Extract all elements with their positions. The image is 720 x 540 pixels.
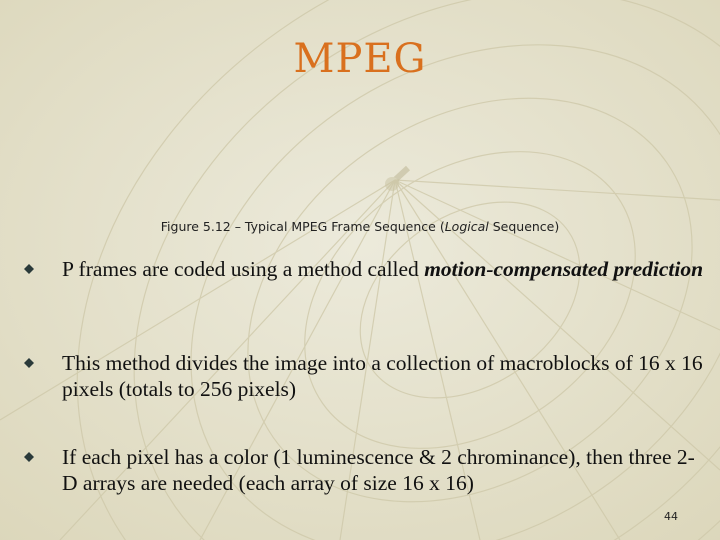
bullet-item: [24, 444, 704, 496]
bullet-text-plain: P frames are coded using a method called: [62, 257, 425, 281]
figure-caption: [0, 219, 720, 234]
bullet-text: This method divides the image into a collection of macroblocks of 16 x 16 pixels (totals to 256 pixels): [62, 351, 703, 401]
diamond-bullet-icon: [24, 264, 34, 274]
slide-title: MPEG: [293, 36, 427, 82]
diamond-bullet-icon: [24, 358, 34, 368]
caption-suffix: Sequence): [488, 219, 560, 234]
page-number: 44: [664, 510, 678, 523]
bullet-text: [62, 256, 703, 282]
bullet-item: [24, 256, 703, 282]
diamond-bullet-icon: [24, 452, 34, 462]
bullet-item: [24, 350, 704, 402]
bullet-text: If each pixel has a color (1 luminescence & 2 chrominance), then three 2-D arrays are needed (each array of size 16 x 16): [62, 445, 695, 495]
caption-italic: Logical: [444, 219, 489, 234]
bullet-emphasis: motion-compensated prediction: [424, 257, 704, 281]
caption-prefix: Figure 5.12 – Typical MPEG Frame Sequence (: [160, 219, 445, 234]
